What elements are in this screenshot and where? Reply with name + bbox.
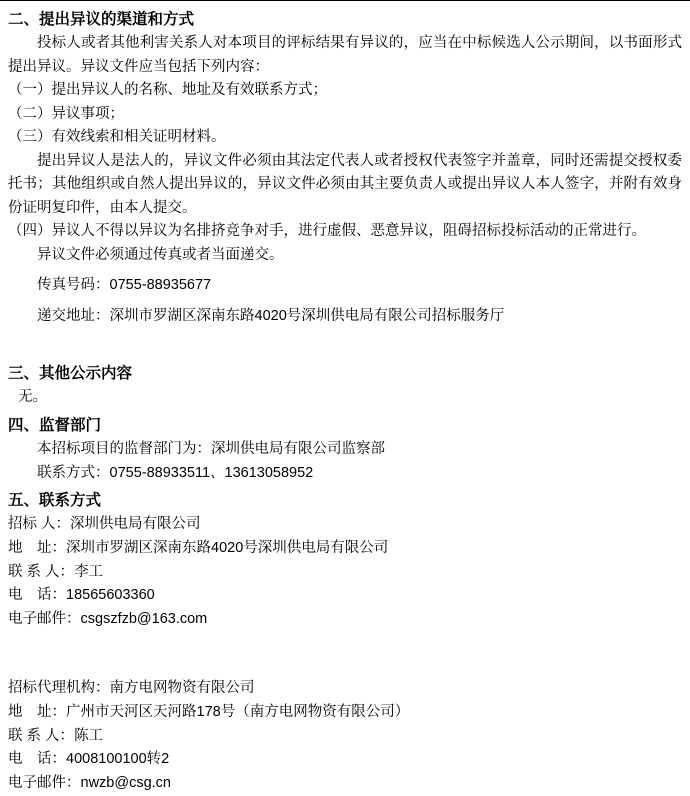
section-heading-2: 二、提出异议的渠道和方式 <box>8 11 195 28</box>
supervisor-department-line: 本招标项目的监督部门为：深圳供电局有限公司监察部 <box>37 441 385 458</box>
section-heading-4: 四、监督部门 <box>8 416 102 434</box>
agency-phone-value: 4008100100转2 <box>66 751 170 768</box>
agency-email-value: nwzb@csg.cn <box>80 774 171 791</box>
section-2-paragraph-5: 提出异议人是法人的，异议文件必须由其法定代表人或者授权代表签字并盖章，同时还需提交授权委托书；其他组织或自然人提出异议的，异议文件必须由其主要负责人或提出异议人本人签字，并附有效身份证明复印件，由本人提交。 <box>8 152 682 216</box>
agency-email-row <box>8 772 690 796</box>
section-heading-5: 五、联系方式 <box>8 492 102 510</box>
agency-contact-value: 陈工 <box>74 727 104 744</box>
agency-address-label: 地 址： <box>8 704 66 721</box>
tenderee-name-value: 深圳供电局有限公司 <box>70 516 201 533</box>
agency-phone-row <box>8 748 690 772</box>
section-2-paragraph-7: 异议文件必须通过传真或者当面递交。 <box>37 246 284 263</box>
agency-contact-row <box>8 725 690 749</box>
tenderee-phone-value: 18565603360 <box>66 587 155 604</box>
tenderee-name-label: 招标 人： <box>8 516 71 533</box>
tenderee-email-label: 电子邮件： <box>8 610 81 627</box>
tenderee-name-row <box>8 513 690 537</box>
submission-address-line: 递交地址：深圳市罗湖区深南东路4020号深圳供电局有限公司招标服务厅 <box>37 307 505 324</box>
fax-number-line: 传真号码：0755-88935677 <box>37 277 212 294</box>
tenderee-address-label: 地 址： <box>8 539 66 556</box>
section-2-paragraph-1: 投标人或者其他利害关系人对本项目的评标结果有异议的，应当在中标候选人公示期间，以书面形式提出异议。异议文件应当包括下列内容： <box>8 35 682 75</box>
tenderee-contact-row <box>8 561 690 585</box>
section-2-paragraph-3: （二）异议事项； <box>8 105 124 122</box>
agency-name-value: 南方电网物资有限公司 <box>109 680 255 697</box>
supervisor-contact-line: 联系方式：0755-88933511、13613058952 <box>37 464 314 481</box>
tenderee-phone-label: 电 话： <box>8 587 66 604</box>
tenderee-address-value: 深圳市罗湖区深南东路4020号深圳供电局有限公司 <box>66 539 389 556</box>
section-heading-3: 三、其他公示内容 <box>8 365 133 383</box>
tenderee-email-row <box>8 608 690 632</box>
tenderee-phone-row <box>8 584 690 608</box>
section-2-paragraph-4: （三）有效线索和相关证明材料。 <box>8 129 226 146</box>
tenderee-contact-value: 李工 <box>74 563 104 580</box>
agency-name-label: 招标代理机构： <box>8 680 110 697</box>
agency-phone-label: 电 话： <box>8 751 66 768</box>
page-top-rule <box>0 0 690 1</box>
section-2-paragraph-2: （一）提出异议人的名称、地址及有效联系方式； <box>8 82 327 99</box>
section-2-paragraph-6: （四）异议人不得以异议为名排挤竞争对手，进行虚假、恶意异议，阻碍招标投标活动的正常进行。 <box>8 223 646 240</box>
agency-address-row <box>8 701 690 725</box>
section-3-content: 无。 <box>18 389 47 406</box>
tenderee-address-row <box>8 537 690 561</box>
tenderee-email-value: csgszfzb@163.com <box>80 610 208 627</box>
agency-name-row <box>8 677 690 701</box>
agency-email-label: 电子邮件： <box>8 774 81 791</box>
tenderee-contact-label: 联 系 人： <box>8 563 75 580</box>
agency-address-value: 广州市天河区天河路178号（南方电网物资有限公司） <box>66 704 410 721</box>
agency-contact-label: 联 系 人： <box>8 727 75 744</box>
